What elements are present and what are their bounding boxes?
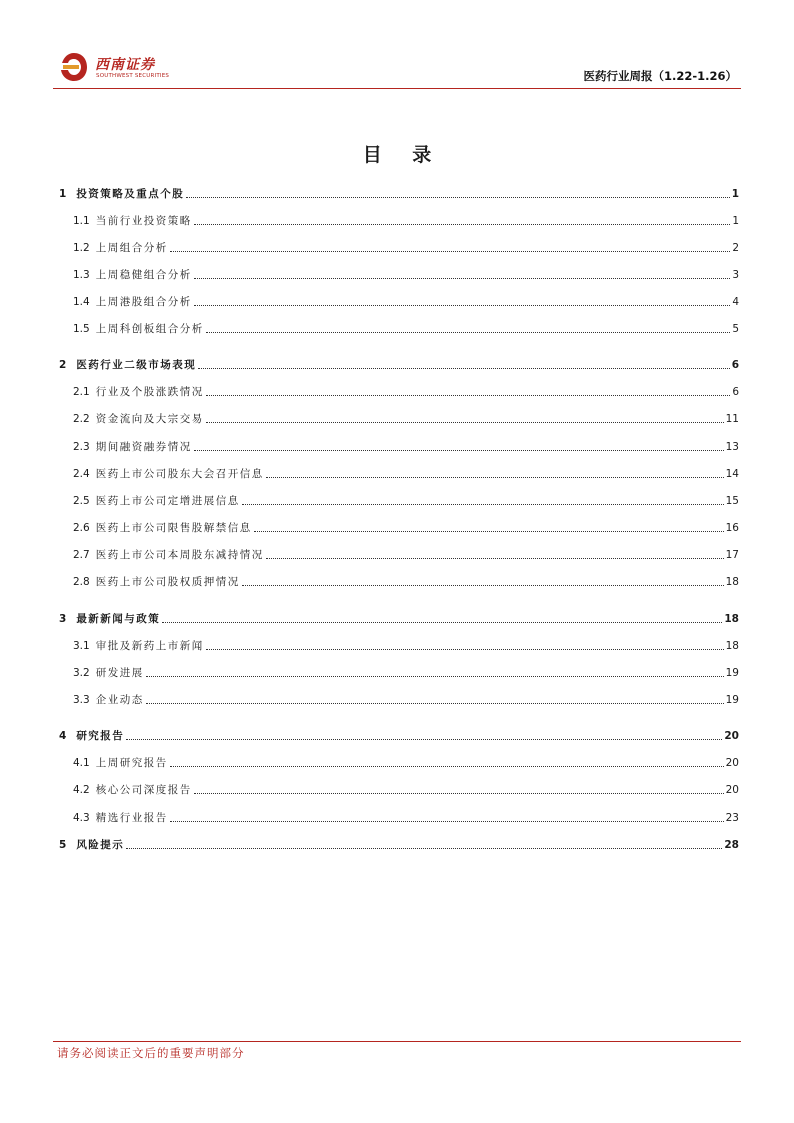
footer-disclaimer: 请务必阅读正文后的重要声明部分 xyxy=(57,1046,245,1060)
toc-dot-leader xyxy=(170,251,731,252)
toc-page-number: 28 xyxy=(724,839,739,851)
toc-entry-number: 1.1 xyxy=(73,215,90,227)
toc-page-number: 20 xyxy=(725,757,739,769)
toc-dot-leader xyxy=(242,585,724,586)
toc-dot-leader xyxy=(242,504,724,505)
toc-entry-number: 2.5 xyxy=(73,495,90,507)
toc-entry-number: 4.3 xyxy=(73,812,90,824)
toc-subsection-entry[interactable] xyxy=(59,237,739,255)
toc-dot-leader xyxy=(194,224,731,225)
toc-dot-leader xyxy=(126,739,722,740)
toc-entry-title: 投资策略及重点个股 xyxy=(76,188,185,200)
toc-entry-title: 精选行业报告 xyxy=(95,812,168,824)
toc-entry-number: 3.1 xyxy=(73,640,90,652)
toc-entry-number: 1.5 xyxy=(73,323,90,335)
toc-entry-title: 行业及个股涨跌情况 xyxy=(95,386,204,398)
toc-dot-leader xyxy=(266,558,724,559)
toc-dot-leader xyxy=(194,278,731,279)
toc-dot-leader xyxy=(266,477,724,478)
toc-page-number: 13 xyxy=(725,441,739,453)
toc-page-number: 14 xyxy=(725,468,739,480)
toc-entry-number: 2.3 xyxy=(73,441,90,453)
toc-entry-title: 医药上市公司股东大会召开信息 xyxy=(95,468,264,480)
company-logo xyxy=(59,48,219,88)
toc-entry-title: 上周研究报告 xyxy=(95,757,168,769)
toc-page-number: 3 xyxy=(732,269,739,281)
toc-dot-leader xyxy=(198,368,729,369)
toc-subsection-entry[interactable] xyxy=(59,381,739,399)
toc-page-number: 6 xyxy=(731,359,739,371)
toc-page-number: 18 xyxy=(725,576,739,588)
toc-entry-title: 期间融资融券情况 xyxy=(95,441,192,453)
toc-page-number: 20 xyxy=(725,784,739,796)
toc-entry-number: 1.2 xyxy=(73,242,90,254)
toc-page-number: 1 xyxy=(731,188,739,200)
toc-page-number: 15 xyxy=(725,495,739,507)
toc-heading: 目 录 xyxy=(362,144,444,166)
toc-section-entry[interactable] xyxy=(59,834,739,852)
toc-entry-number: 1.3 xyxy=(73,269,90,281)
toc-page-number: 19 xyxy=(725,667,739,679)
toc-entry-title: 上周稳健组合分析 xyxy=(95,269,192,281)
toc-subsection-entry[interactable] xyxy=(59,318,739,336)
toc-subsection-entry[interactable] xyxy=(59,436,739,454)
toc-entry-number: 4 xyxy=(59,730,67,742)
toc-entry-title: 上周科创板组合分析 xyxy=(95,323,204,335)
toc-subsection-entry[interactable] xyxy=(59,463,739,481)
report-title: 医药行业周报（1.22-1.26） xyxy=(583,69,737,83)
toc-page-number: 6 xyxy=(732,386,739,398)
logo-mark-icon xyxy=(59,51,89,83)
toc-entry-title: 风险提示 xyxy=(76,839,125,851)
toc-dot-leader xyxy=(186,197,729,198)
toc-subsection-entry[interactable] xyxy=(59,662,739,680)
toc-subsection-entry[interactable] xyxy=(59,210,739,228)
toc-entry-title: 医药上市公司限售股解禁信息 xyxy=(95,522,252,534)
toc-entry-number: 2.8 xyxy=(73,576,90,588)
toc-page-number: 19 xyxy=(725,694,739,706)
toc-dot-leader xyxy=(170,821,724,822)
toc-entry-title: 医药上市公司本周股东减持情况 xyxy=(95,549,264,561)
toc-entry-title: 研发进展 xyxy=(95,667,144,679)
toc-dot-leader xyxy=(126,848,722,849)
toc-entry-title: 医药上市公司定增进展信息 xyxy=(95,495,240,507)
toc-subsection-entry[interactable] xyxy=(59,517,739,535)
toc-dot-leader xyxy=(162,622,722,623)
toc-entry-number: 2.4 xyxy=(73,468,90,480)
toc-subsection-entry[interactable] xyxy=(59,779,739,797)
toc-entry-number: 3 xyxy=(59,613,67,625)
logo-chinese-text: 西南证券 xyxy=(95,57,155,73)
toc-dot-leader xyxy=(146,676,724,677)
toc-section-entry[interactable] xyxy=(59,608,739,626)
toc-entry-number: 1 xyxy=(59,188,67,200)
toc-subsection-entry[interactable] xyxy=(59,544,739,562)
toc-dot-leader xyxy=(170,766,724,767)
toc-subsection-entry[interactable] xyxy=(59,571,739,589)
toc-page-number: 23 xyxy=(725,812,739,824)
toc-entry-number: 3.3 xyxy=(73,694,90,706)
toc-page-number: 16 xyxy=(725,522,739,534)
footer-divider xyxy=(53,1041,741,1042)
toc-page-number: 17 xyxy=(725,549,739,561)
logo-english-text: SOUTHWEST SECURITIES xyxy=(96,73,170,79)
toc-entry-number: 2.7 xyxy=(73,549,90,561)
toc-page-number: 1 xyxy=(732,215,739,227)
toc-page-number: 20 xyxy=(724,730,739,742)
toc-subsection-entry[interactable] xyxy=(59,752,739,770)
toc-subsection-entry[interactable] xyxy=(59,408,739,426)
toc-page-number: 5 xyxy=(732,323,739,335)
toc-section-entry[interactable] xyxy=(59,725,739,743)
toc-entry-title: 核心公司深度报告 xyxy=(95,784,192,796)
toc-entry-title: 审批及新药上市新闻 xyxy=(95,640,204,652)
toc-entry-number: 5 xyxy=(59,839,67,851)
toc-page-number: 2 xyxy=(732,242,739,254)
toc-entry-number: 2.2 xyxy=(73,413,90,425)
header-divider xyxy=(53,88,741,89)
toc-subsection-entry[interactable] xyxy=(59,264,739,282)
toc-dot-leader xyxy=(194,305,731,306)
toc-dot-leader xyxy=(146,703,724,704)
toc-entry-number: 1.4 xyxy=(73,296,90,308)
toc-entry-title: 企业动态 xyxy=(95,694,144,706)
toc-entry-title: 资金流向及大宗交易 xyxy=(95,413,204,425)
toc-entry-title: 上周组合分析 xyxy=(95,242,168,254)
toc-dot-leader xyxy=(206,395,731,396)
toc-dot-leader xyxy=(194,793,724,794)
toc-subsection-entry[interactable] xyxy=(59,635,739,653)
toc-entry-number: 4.2 xyxy=(73,784,90,796)
toc-entry-title: 研究报告 xyxy=(76,730,125,742)
page-header xyxy=(53,44,741,90)
toc-entry-title: 当前行业投资策略 xyxy=(95,215,192,227)
toc-dot-leader xyxy=(206,649,724,650)
toc-page-number: 18 xyxy=(725,640,739,652)
toc-entry-title: 医药行业二级市场表现 xyxy=(76,359,197,371)
toc-entry-title: 医药上市公司股权质押情况 xyxy=(95,576,240,588)
toc-dot-leader xyxy=(194,450,724,451)
toc-entry-title: 上周港股组合分析 xyxy=(95,296,192,308)
toc-entry-number: 3.2 xyxy=(73,667,90,679)
toc-dot-leader xyxy=(206,332,731,333)
toc-dot-leader xyxy=(254,531,724,532)
toc-entry-number: 2.6 xyxy=(73,522,90,534)
toc-subsection-entry[interactable] xyxy=(59,291,739,309)
toc-page-number: 18 xyxy=(724,613,739,625)
toc-page-number: 4 xyxy=(732,296,739,308)
toc-section-entry[interactable] xyxy=(59,183,739,201)
toc-subsection-entry[interactable] xyxy=(59,490,739,508)
toc-entry-number: 4.1 xyxy=(73,757,90,769)
toc-page-number: 11 xyxy=(725,413,739,425)
toc-dot-leader xyxy=(206,422,724,423)
toc-subsection-entry[interactable] xyxy=(59,689,739,707)
toc-subsection-entry[interactable] xyxy=(59,807,739,825)
toc-entry-number: 2 xyxy=(59,359,67,371)
toc-entry-title: 最新新闻与政策 xyxy=(76,613,161,625)
toc-entry-number: 2.1 xyxy=(73,386,90,398)
toc-section-entry[interactable] xyxy=(59,354,739,372)
